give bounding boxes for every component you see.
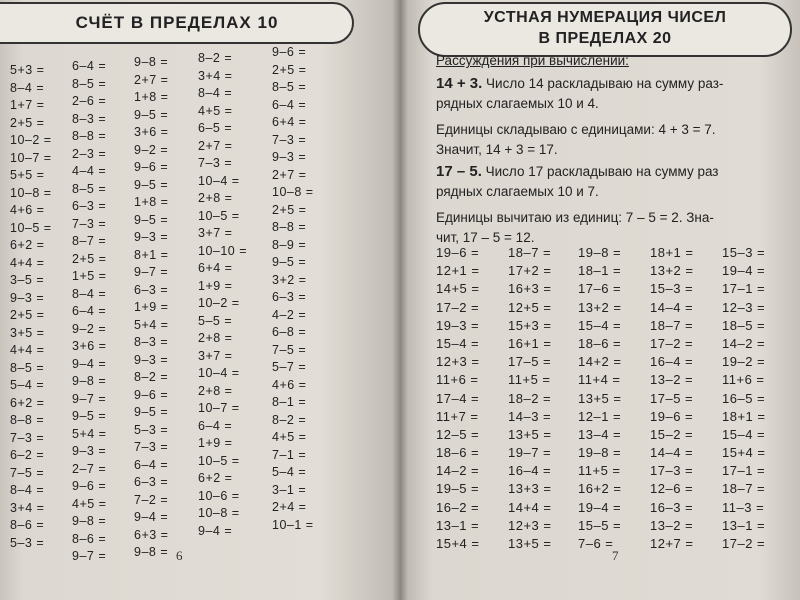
right-exercise: 18–2 = bbox=[508, 390, 552, 406]
right-exercise: 18–6 = bbox=[578, 335, 622, 351]
left-exercise: 6–4 = bbox=[134, 457, 169, 472]
left-exercise: 8–8 = bbox=[72, 129, 107, 143]
left-exercise: 1+8 = bbox=[134, 90, 169, 104]
right-exercise: 19–4 = bbox=[722, 263, 766, 279]
left-column-2 bbox=[72, 58, 106, 566]
right-page bbox=[400, 0, 800, 600]
right-exercise: 18–6 = bbox=[436, 445, 480, 461]
left-column-5 bbox=[272, 44, 314, 534]
right-exercise: 12+3 = bbox=[508, 517, 552, 533]
left-exercise: 2+4 = bbox=[272, 500, 307, 514]
right-exercise: 17–1 = bbox=[722, 281, 766, 297]
right-exercise: 11+6 = bbox=[722, 372, 765, 388]
left-exercise: 10–8 = bbox=[198, 506, 240, 520]
left-exercise: 3+4 = bbox=[10, 500, 45, 515]
book-spine bbox=[392, 0, 408, 600]
left-exercise: 10–2 = bbox=[10, 133, 52, 147]
left-exercise: 5–5 = bbox=[198, 313, 233, 328]
right-exercise: 17–6 = bbox=[578, 281, 622, 297]
left-exercise: 9–3 = bbox=[272, 150, 307, 164]
left-exercise: 8–6 = bbox=[10, 518, 45, 532]
left-exercise: 5+4 = bbox=[134, 317, 169, 332]
example-2 bbox=[436, 162, 796, 248]
left-exercise: 6–3 = bbox=[72, 199, 107, 213]
right-exercise: 19–8 = bbox=[578, 445, 622, 461]
right-exercise: 15+4 = bbox=[436, 536, 480, 551]
left-exercise: 3–1 = bbox=[272, 482, 307, 497]
left-exercise: 9–7 = bbox=[134, 265, 169, 279]
left-exercise: 3+6 = bbox=[134, 125, 169, 139]
right-exercise: 19–6 = bbox=[436, 245, 480, 260]
left-exercise: 4+5 = bbox=[272, 430, 307, 444]
right-exercise: 19–7 = bbox=[508, 445, 552, 461]
left-exercise: 2+5 = bbox=[272, 202, 307, 217]
right-exercise: 15–4 = bbox=[722, 426, 766, 442]
left-exercise: 4+6 = bbox=[272, 377, 307, 392]
left-exercise: 5+3 = bbox=[10, 63, 45, 77]
left-exercise: 6+2 = bbox=[198, 471, 233, 485]
right-exercise: 18–5 = bbox=[722, 317, 766, 333]
left-exercise: 9–5 = bbox=[72, 409, 107, 423]
left-exercise: 5–7 = bbox=[272, 360, 307, 374]
left-exercise: 8–5 = bbox=[272, 80, 307, 94]
left-exercise: 9–6 = bbox=[134, 160, 169, 174]
right-exercise: 16–4 = bbox=[508, 463, 552, 479]
left-exercise: 2+7 = bbox=[198, 138, 233, 153]
example-2-expression: 17 – 5. bbox=[436, 163, 482, 180]
left-exercise: 8–5 = bbox=[10, 360, 45, 375]
left-exercise: 2+7 = bbox=[134, 72, 169, 87]
left-exercise: 10–8 = bbox=[10, 185, 52, 200]
right-title-line-2: В ПРЕДЕЛАХ 20 bbox=[538, 30, 672, 47]
right-exercise: 19–2 = bbox=[722, 354, 766, 370]
left-exercise: 9–5 = bbox=[272, 255, 307, 269]
left-exercise: 9–8 = bbox=[134, 55, 169, 69]
right-exercise: 17–3 = bbox=[650, 463, 694, 479]
left-exercise: 6+2 = bbox=[10, 395, 45, 410]
left-exercise: 7–1 = bbox=[272, 447, 307, 462]
left-exercise: 10–7 = bbox=[10, 150, 52, 165]
left-exercise: 7–3 = bbox=[72, 216, 107, 231]
left-exercise: 9–3 = bbox=[72, 444, 107, 458]
example-1-line-3: Единицы складываю с единицами: 4 + 3 = 7. bbox=[436, 122, 716, 137]
right-exercise: 15–4 = bbox=[436, 335, 480, 351]
left-exercise: 2+8 = bbox=[198, 331, 233, 345]
left-exercise: 10–1 = bbox=[272, 517, 314, 532]
left-exercise: 4+4 = bbox=[10, 343, 45, 357]
right-exercise: 13+3 = bbox=[508, 481, 552, 497]
right-exercise: 13+5 = bbox=[508, 536, 552, 551]
left-exercise: 3–5 = bbox=[10, 273, 45, 287]
left-exercise: 2+7 = bbox=[272, 167, 307, 182]
example-2-line-4: чит, 17 – 5 = 12. bbox=[436, 230, 535, 245]
left-exercise: 8–7 = bbox=[72, 234, 107, 248]
left-exercise: 5+4 = bbox=[72, 426, 107, 441]
left-exercise: 1+5 = bbox=[72, 269, 107, 283]
left-column-4 bbox=[198, 50, 247, 540]
reasoning-subtitle: Рассуждения при вычислении: bbox=[436, 53, 629, 68]
example-1-expression: 14 + 3. bbox=[436, 75, 483, 92]
right-exercise: 13–1 = bbox=[436, 517, 480, 533]
right-exercise: 11+7 = bbox=[436, 408, 479, 424]
left-exercise: 9–6 = bbox=[272, 45, 307, 59]
left-exercise: 4–2 = bbox=[272, 307, 307, 322]
left-exercise: 9–8 = bbox=[72, 374, 107, 388]
example-1-line-1: Число 14 раскладываю на сумму раз- bbox=[482, 76, 724, 91]
left-exercise: 10–10 = bbox=[198, 243, 248, 258]
left-exercise: 5–3 = bbox=[134, 422, 169, 437]
left-exercise: 8–2 = bbox=[134, 370, 169, 384]
left-exercise: 9–3 = bbox=[134, 230, 169, 244]
right-exercise: 18+1 = bbox=[722, 408, 766, 424]
left-exercise: 8–4 = bbox=[10, 483, 45, 497]
left-column-1 bbox=[10, 62, 52, 552]
right-exercise: 13–4 = bbox=[578, 426, 622, 442]
right-exercise: 14+4 = bbox=[508, 499, 552, 515]
right-exercise: 16–3 = bbox=[650, 499, 694, 515]
left-exercise: 6–4 = bbox=[72, 304, 107, 318]
left-exercise: 9–5 = bbox=[134, 177, 169, 192]
left-exercise: 9–3 = bbox=[10, 290, 45, 305]
right-exercise: 14–3 = bbox=[508, 408, 552, 424]
left-exercise: 6+3 = bbox=[134, 527, 169, 542]
left-exercise: 9–8 = bbox=[72, 514, 107, 528]
right-exercise: 17–2 = bbox=[650, 335, 694, 351]
example-2-line-2: рядных слагаемых 10 и 7. bbox=[436, 184, 599, 199]
left-exercise: 9–2 = bbox=[134, 142, 169, 157]
right-exercise: 18–7 = bbox=[650, 317, 694, 333]
left-exercise: 6–5 = bbox=[198, 121, 233, 135]
left-exercise: 10–6 = bbox=[198, 488, 240, 503]
right-exercise: 13–2 = bbox=[650, 517, 694, 533]
left-exercise: 5–4 = bbox=[10, 378, 45, 392]
left-exercise: 3+5 = bbox=[10, 325, 45, 340]
left-exercise: 8–3 = bbox=[134, 335, 169, 349]
left-exercise: 4+6 = bbox=[10, 203, 45, 217]
left-exercise: 8–4 = bbox=[10, 80, 45, 95]
left-exercise: 1+9 = bbox=[134, 300, 169, 314]
right-exercise: 15+4 = bbox=[722, 445, 766, 461]
left-exercise: 9–4 = bbox=[72, 356, 107, 371]
example-2-line-1: Число 17 раскладываю на сумму раз bbox=[481, 164, 719, 179]
right-exercise: 17–1 = bbox=[722, 463, 766, 479]
left-exercise: 10–5 = bbox=[198, 453, 240, 468]
right-exercise: 17–4 = bbox=[436, 390, 480, 406]
left-exercise: 9–4 = bbox=[198, 523, 233, 538]
right-exercise: 17–2 = bbox=[722, 536, 766, 551]
left-page-title: СЧЁТ В ПРЕДЕЛАХ 10 bbox=[0, 2, 354, 44]
right-exercise: 15+3 = bbox=[508, 317, 552, 333]
left-exercise: 8–2 = bbox=[198, 51, 233, 65]
right-exercise: 18+1 = bbox=[650, 245, 694, 260]
left-exercise: 6–4 = bbox=[198, 418, 233, 433]
left-exercise: 4+4 = bbox=[10, 255, 45, 270]
left-exercise: 1+9 = bbox=[198, 436, 233, 450]
right-exercise: 19–3 = bbox=[436, 317, 480, 333]
right-exercise: 15–4 = bbox=[578, 317, 622, 333]
left-exercise: 2+8 = bbox=[198, 383, 233, 398]
left-exercise: 9–8 = bbox=[134, 545, 169, 559]
right-exercise: 15–5 = bbox=[578, 517, 622, 533]
right-exercise: 16+3 = bbox=[508, 281, 552, 297]
left-exercise: 8–5 = bbox=[72, 76, 107, 91]
right-exercise: 17–2 = bbox=[436, 299, 480, 315]
left-exercise: 1+8 = bbox=[134, 195, 169, 209]
right-exercise: 14+2 = bbox=[578, 354, 622, 370]
right-exercise: 11–3 = bbox=[722, 499, 765, 515]
right-exercise: 17–5 = bbox=[650, 390, 694, 406]
left-exercise: 2–3 = bbox=[72, 146, 107, 161]
right-exercise: 13+5 = bbox=[508, 426, 552, 442]
page-number-right: 7 bbox=[612, 548, 619, 563]
right-column-2 bbox=[508, 244, 552, 553]
left-exercise: 5–4 = bbox=[272, 465, 307, 479]
right-column-1 bbox=[436, 244, 480, 553]
right-exercise: 13+5 = bbox=[578, 390, 622, 406]
left-exercise: 2+5 = bbox=[10, 308, 45, 322]
left-exercise: 7–5 = bbox=[10, 465, 45, 480]
left-exercise: 10–5 = bbox=[10, 220, 52, 235]
right-exercise: 12+7 = bbox=[650, 536, 694, 551]
left-exercise: 3+2 = bbox=[272, 272, 307, 287]
left-exercise: 3+7 = bbox=[198, 226, 233, 240]
right-exercise: 15–2 = bbox=[650, 426, 694, 442]
right-exercise: 14–4 = bbox=[650, 299, 694, 315]
left-exercise: 2+5 = bbox=[72, 251, 107, 266]
right-exercise: 19–5 = bbox=[436, 481, 480, 497]
example-2-line-3: Единицы вычитаю из единиц: 7 – 5 = 2. Зна- bbox=[436, 210, 714, 225]
right-exercise: 12+1 = bbox=[436, 263, 480, 279]
example-1-line-2: рядных слагаемых 10 и 4. bbox=[436, 96, 599, 111]
left-exercise: 9–6 = bbox=[72, 479, 107, 493]
left-exercise: 6+4 = bbox=[198, 261, 233, 275]
left-exercise: 6+4 = bbox=[272, 115, 307, 129]
right-exercise: 19–4 = bbox=[578, 499, 622, 515]
right-page-title bbox=[418, 2, 792, 57]
left-exercise: 9–7 = bbox=[72, 391, 107, 406]
left-exercise: 10–4 = bbox=[198, 366, 240, 380]
right-column-4 bbox=[650, 244, 694, 553]
left-exercise: 8–5 = bbox=[72, 181, 107, 196]
left-exercise: 6–2 = bbox=[10, 448, 45, 462]
left-exercise: 9–5 = bbox=[134, 212, 169, 227]
right-exercise: 17+2 = bbox=[508, 263, 552, 279]
left-exercise: 6+2 = bbox=[10, 238, 45, 252]
left-exercise: 8–6 = bbox=[72, 531, 107, 546]
left-exercise: 6–8 = bbox=[272, 325, 307, 339]
right-exercise: 19–8 = bbox=[578, 245, 622, 260]
right-exercise: 7–6 = bbox=[578, 536, 614, 551]
left-exercise: 8–2 = bbox=[272, 412, 307, 427]
left-exercise: 6–3 = bbox=[134, 475, 169, 489]
right-exercise: 15–3 = bbox=[650, 281, 694, 297]
right-exercise: 12–6 = bbox=[650, 481, 694, 497]
example-1-line-4: Значит, 14 + 3 = 17. bbox=[436, 142, 558, 157]
example-1 bbox=[436, 74, 796, 160]
left-exercise: 9–5 = bbox=[134, 405, 169, 419]
left-exercise: 10–2 = bbox=[198, 296, 240, 310]
left-exercise: 6–4 = bbox=[272, 97, 307, 112]
left-exercise: 9–7 = bbox=[72, 549, 107, 563]
left-exercise: 8–1 = bbox=[272, 395, 307, 409]
left-exercise: 3+4 = bbox=[198, 68, 233, 83]
left-exercise: 9–3 = bbox=[134, 352, 169, 367]
left-exercise: 2–6 = bbox=[72, 94, 107, 108]
left-exercise: 8–4 = bbox=[72, 286, 107, 301]
right-exercise: 11+5 = bbox=[578, 463, 621, 479]
left-exercise: 3+6 = bbox=[72, 339, 107, 353]
left-exercise: 5+5 = bbox=[10, 168, 45, 182]
left-exercise: 10–4 = bbox=[198, 173, 240, 188]
left-exercise: 2–7 = bbox=[72, 461, 107, 476]
right-exercise: 16–2 = bbox=[436, 499, 480, 515]
right-exercise: 16–5 = bbox=[722, 390, 766, 406]
left-exercise: 2+8 = bbox=[198, 191, 233, 205]
left-exercise: 6–3 = bbox=[272, 290, 307, 304]
right-exercise: 12–5 = bbox=[436, 426, 480, 442]
right-exercise: 13+2 = bbox=[578, 299, 622, 315]
left-exercise: 6–3 = bbox=[134, 282, 169, 297]
right-exercise: 16–4 = bbox=[650, 354, 694, 370]
left-exercise: 4+5 = bbox=[72, 496, 107, 511]
left-exercise: 8–8 = bbox=[10, 413, 45, 427]
left-exercise: 7–3 = bbox=[272, 132, 307, 147]
right-exercise: 16+1 = bbox=[508, 335, 552, 351]
left-exercise: 8–8 = bbox=[272, 220, 307, 234]
right-exercise: 11+4 = bbox=[578, 372, 621, 388]
left-exercise: 6–4 = bbox=[72, 59, 107, 73]
left-exercise: 2+5 = bbox=[10, 115, 45, 130]
right-exercise: 12+5 = bbox=[508, 299, 552, 315]
left-exercise: 8–3 = bbox=[72, 111, 107, 126]
right-exercise: 13–2 = bbox=[650, 372, 694, 388]
right-exercise: 14–4 = bbox=[650, 445, 694, 461]
left-exercise: 3+7 = bbox=[198, 348, 233, 363]
right-exercise: 13+2 = bbox=[650, 263, 694, 279]
left-exercise: 4+5 = bbox=[198, 103, 233, 118]
right-exercise: 14–2 = bbox=[722, 335, 766, 351]
left-exercise: 7–2 = bbox=[134, 492, 169, 507]
left-exercise: 10–7 = bbox=[198, 401, 240, 415]
right-column-5 bbox=[722, 244, 766, 553]
right-exercise: 11+5 = bbox=[508, 372, 551, 388]
right-exercise: 18–7 = bbox=[722, 481, 766, 497]
left-exercise: 1+9 = bbox=[198, 278, 233, 293]
right-exercise: 18–1 = bbox=[578, 263, 622, 279]
left-exercise: 1+7 = bbox=[10, 98, 45, 112]
left-exercise: 2+5 = bbox=[272, 62, 307, 77]
right-exercise: 15–3 = bbox=[722, 245, 766, 260]
left-exercise: 9–5 = bbox=[134, 107, 169, 122]
right-exercise: 16+2 = bbox=[578, 481, 622, 497]
right-exercise: 12+3 = bbox=[436, 354, 480, 370]
left-exercise: 7–3 = bbox=[198, 156, 233, 170]
right-exercise: 19–6 = bbox=[650, 408, 694, 424]
right-exercise: 17–5 = bbox=[508, 354, 552, 370]
left-exercise: 5–3 = bbox=[10, 535, 45, 550]
left-exercise: 8–9 = bbox=[272, 237, 307, 252]
right-exercise: 12–3 = bbox=[722, 299, 766, 315]
left-exercise: 7–3 = bbox=[134, 440, 169, 454]
right-column-3 bbox=[578, 244, 622, 553]
right-exercise: 18–7 = bbox=[508, 245, 552, 260]
left-exercise: 7–3 = bbox=[10, 430, 45, 445]
left-exercise: 8–4 = bbox=[198, 86, 233, 100]
left-exercise: 9–6 = bbox=[134, 387, 169, 402]
left-exercise: 7–5 = bbox=[272, 342, 307, 357]
right-exercise: 11+6 = bbox=[436, 372, 479, 388]
right-exercise: 12–1 = bbox=[578, 408, 622, 424]
right-exercise: 14+5 = bbox=[436, 281, 480, 297]
left-exercise: 9–4 = bbox=[134, 510, 169, 524]
left-exercise: 10–5 = bbox=[198, 208, 240, 223]
left-column-3 bbox=[134, 54, 168, 562]
left-exercise: 9–2 = bbox=[72, 321, 107, 336]
left-exercise: 8+1 = bbox=[134, 247, 169, 262]
right-title-line-1: УСТНАЯ НУМЕРАЦИЯ ЧИСЕЛ bbox=[483, 9, 727, 26]
right-exercise: 14–2 = bbox=[436, 463, 480, 479]
left-exercise: 10–8 = bbox=[272, 185, 314, 199]
left-exercise: 4–4 = bbox=[72, 164, 107, 178]
page-number-left: 6 bbox=[176, 548, 183, 563]
right-exercise: 13–1 = bbox=[722, 517, 766, 533]
